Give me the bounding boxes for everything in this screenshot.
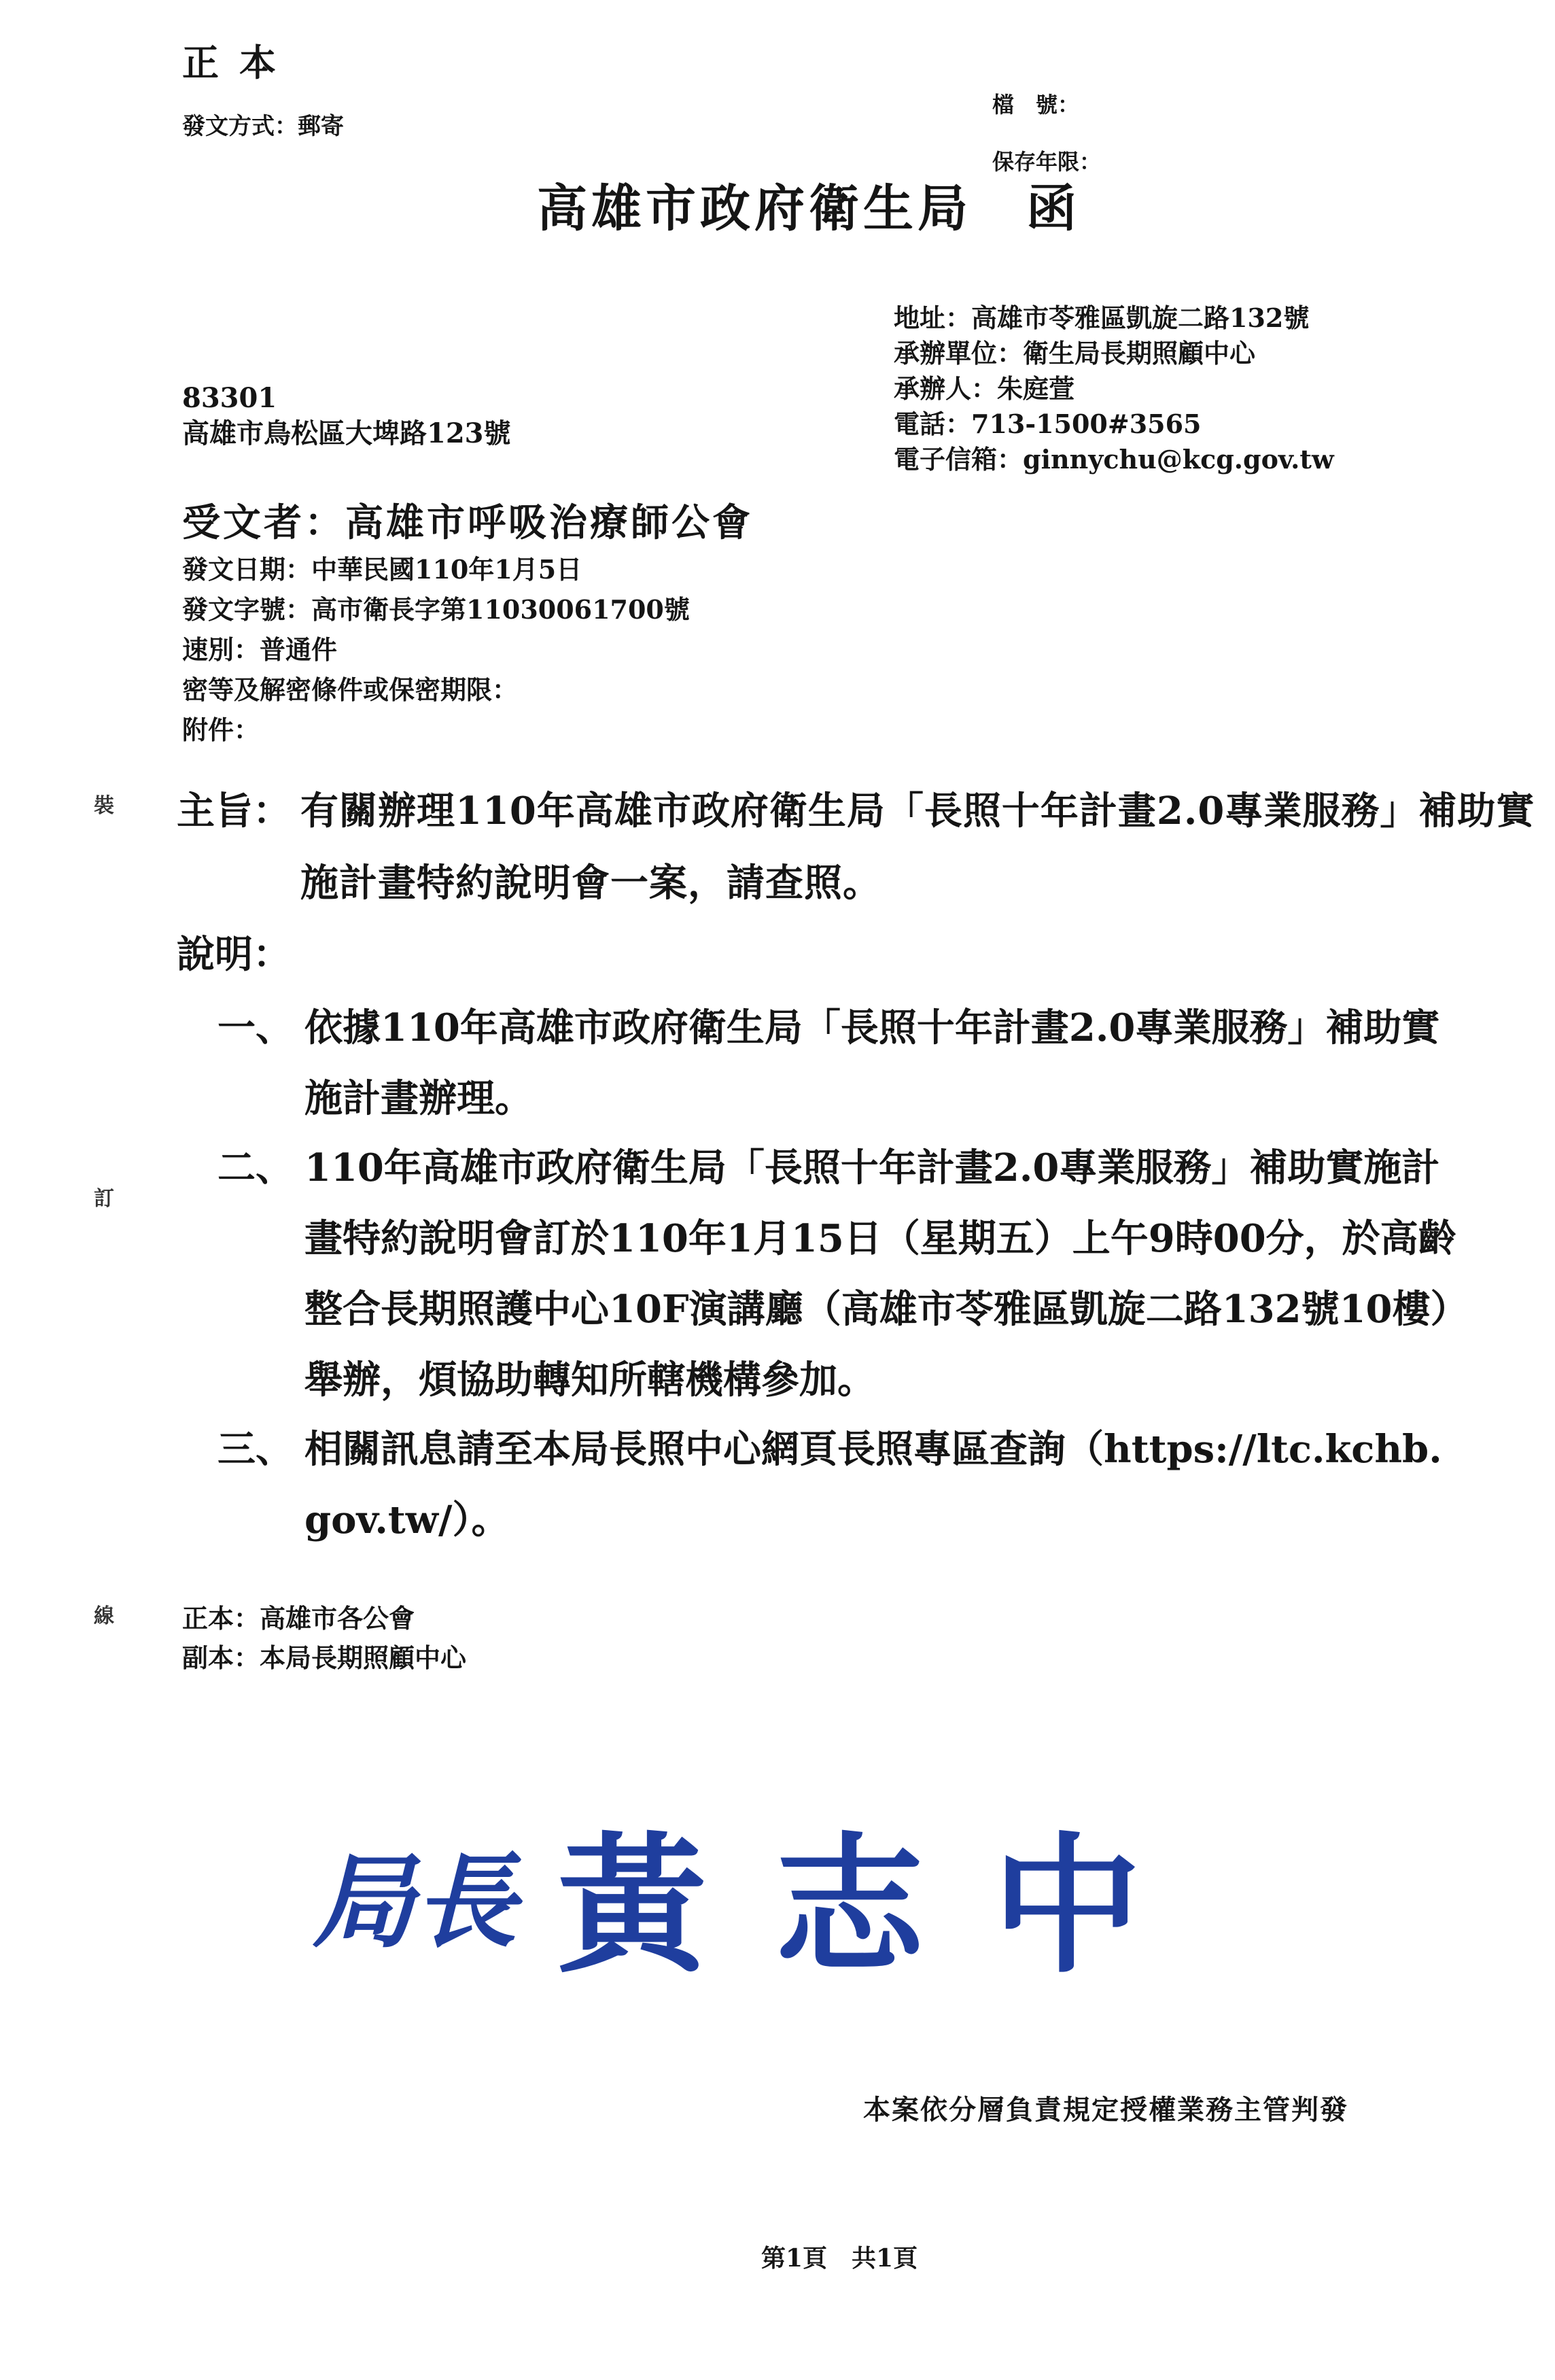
- item-number: 三、: [217, 1427, 294, 1472]
- file-number-label: 檔 號：: [992, 92, 1080, 118]
- recipient-address: [182, 381, 511, 451]
- recipient: 受文者：高雄市呼吸治療師公會: [182, 500, 753, 545]
- binding-mark-xian: 線: [94, 1604, 114, 1628]
- distribution: [182, 1599, 466, 1678]
- signature-name-char-1: 黃: [557, 1817, 707, 1993]
- distribution-original: 正本：高雄市各公會: [182, 1603, 415, 1634]
- subject-label: 主旨：: [177, 789, 291, 833]
- document-meta: [182, 549, 690, 750]
- authorization-note: 本案依分層負責規定授權業務主管判發: [863, 2094, 1348, 2126]
- contact-block: [894, 300, 1334, 477]
- document-title: 高雄市政府衛生局 函: [537, 179, 1081, 238]
- contact-unit: 承辦單位：衛生局長期照顧中心: [894, 338, 1256, 368]
- explanation-label: 說明：: [177, 932, 291, 977]
- signature-name-char-3: 中: [992, 1817, 1142, 1993]
- director-signature-stamp: [306, 1795, 1189, 1999]
- item-text: 110年高雄市政府衛生局「長照十年計畫2.0專業服務」補助實施計畫特約說明會訂於110年1月15日（星期五）上午9時00分，於高齡整合長期照護中心10F演講廳（高雄市苓雅區凱旋二路132號10樓）舉辦，煩協助轉知所轄機構參加。: [304, 1145, 1456, 1402]
- item-number: 一、: [217, 1005, 294, 1050]
- postal-code: 83301: [182, 382, 277, 414]
- binding-mark-zhuang: 裝: [94, 794, 114, 818]
- send-method: 發文方式：郵寄: [182, 113, 344, 140]
- contact-email: 電子信箱：ginnychu@kcg.gov.tw: [894, 444, 1334, 475]
- page-number: 第1頁 共1頁: [761, 2244, 918, 2273]
- contact-person: 承辦人：朱庭萱: [894, 373, 1075, 404]
- signature-title: 局長: [313, 1842, 517, 1962]
- document-number: 發文字號：高市衛長字第11030061700號: [182, 594, 690, 625]
- binding-mark-ding: 訂: [94, 1187, 114, 1211]
- attachment: 附件：: [182, 714, 260, 745]
- subject-text: 有關辦理110年高雄市政府衛生局「長照十年計畫2.0專業服務」補助實施計畫特約說明會一案，請查照。: [300, 789, 1535, 906]
- contact-phone: 電話：713-1500#3565: [894, 409, 1202, 439]
- recipient-street: 高雄市鳥松區大埤路123號: [182, 417, 511, 449]
- item-number: 二、: [217, 1145, 294, 1190]
- security-level: 密等及解密條件或保密期限：: [182, 674, 519, 705]
- item-text: 相關訊息請至本局長照中心網頁長照專區查詢（https://ltc.kchb.gov.tw/）。: [304, 1427, 1442, 1542]
- signature-name-char-2: 志: [775, 1817, 925, 1993]
- speed-class: 速別：普通件: [182, 634, 338, 665]
- retention-label: 保存年限：: [992, 149, 1102, 175]
- distribution-copy: 副本：本局長期照顧中心: [182, 1642, 467, 1673]
- item-text: 依據110年高雄市政府衛生局「長照十年計畫2.0專業服務」補助實施計畫辦理。: [304, 1005, 1440, 1121]
- issue-date: 發文日期：中華民國110年1月5日: [182, 554, 582, 585]
- copy-mark: 正本: [182, 41, 296, 84]
- contact-address: 地址：高雄市苓雅區凱旋二路132號: [894, 303, 1310, 333]
